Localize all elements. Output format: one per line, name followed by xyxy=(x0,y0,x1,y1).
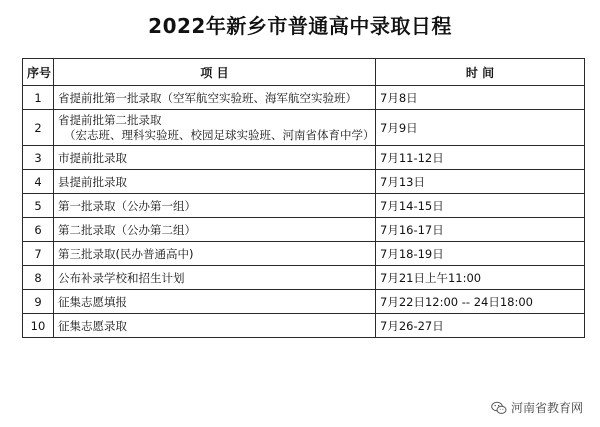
row-time: 7月16-17日 xyxy=(376,218,585,242)
table-row xyxy=(23,194,585,218)
row-item: 县提前批录取 xyxy=(54,170,376,194)
row-no: 4 xyxy=(23,170,54,194)
row-item: 公布补录学校和招生计划 xyxy=(54,266,376,290)
table-row xyxy=(23,266,585,290)
row-time: 7月8日 xyxy=(376,86,585,110)
row-time: 7月11-12日 xyxy=(376,146,585,170)
table-header-row xyxy=(23,59,585,86)
schedule-table xyxy=(22,58,585,338)
row-no: 8 xyxy=(23,266,54,290)
table-row xyxy=(23,110,585,146)
page-title: 2022年新乡市普通高中录取日程 xyxy=(148,14,452,38)
watermark xyxy=(488,398,586,417)
row-item-line2: （宏志班、理科实验班、校园足球实验班、河南省体育中学） xyxy=(64,127,375,142)
table-row xyxy=(23,170,585,194)
row-no: 6 xyxy=(23,218,54,242)
row-item: 第一批录取（公办第一组） xyxy=(54,194,376,218)
table-row xyxy=(23,218,585,242)
wechat-icon xyxy=(491,401,507,415)
table-row xyxy=(23,242,585,266)
row-no: 2 xyxy=(23,110,54,146)
watermark-text: 河南省教育网 xyxy=(510,401,583,415)
table-row xyxy=(23,290,585,314)
row-item: 征集志愿填报 xyxy=(54,290,376,314)
row-item: 第二批录取（公办第二组） xyxy=(54,218,376,242)
table-row xyxy=(23,86,585,110)
row-time: 7月26-27日 xyxy=(376,314,585,338)
table-row xyxy=(23,146,585,170)
row-time: 7月21日上午11:00 xyxy=(376,266,585,290)
row-item: 市提前批录取 xyxy=(54,146,376,170)
row-item: 省提前批第一批录取（空军航空实验班、海军航空实验班） xyxy=(54,86,376,110)
row-item xyxy=(54,110,376,146)
row-time: 7月9日 xyxy=(376,110,585,146)
row-item: 征集志愿录取 xyxy=(54,314,376,338)
row-no: 10 xyxy=(23,314,54,338)
table-row xyxy=(23,314,585,338)
header-time: 时 间 xyxy=(376,59,585,86)
row-no: 3 xyxy=(23,146,54,170)
row-no: 1 xyxy=(23,86,54,110)
row-no: 9 xyxy=(23,290,54,314)
row-time: 7月18-19日 xyxy=(376,242,585,266)
header-item: 项 目 xyxy=(54,59,376,86)
row-time: 7月14-15日 xyxy=(376,194,585,218)
row-no: 5 xyxy=(23,194,54,218)
row-item: 第三批录取(民办普通高中) xyxy=(54,242,376,266)
row-time: 7月13日 xyxy=(376,170,585,194)
row-no: 7 xyxy=(23,242,54,266)
row-time: 7月22日12:00 -- 24日18:00 xyxy=(376,290,585,314)
header-no: 序号 xyxy=(23,59,54,86)
row-item-line1: 省提前批第二批录取 xyxy=(58,112,162,127)
